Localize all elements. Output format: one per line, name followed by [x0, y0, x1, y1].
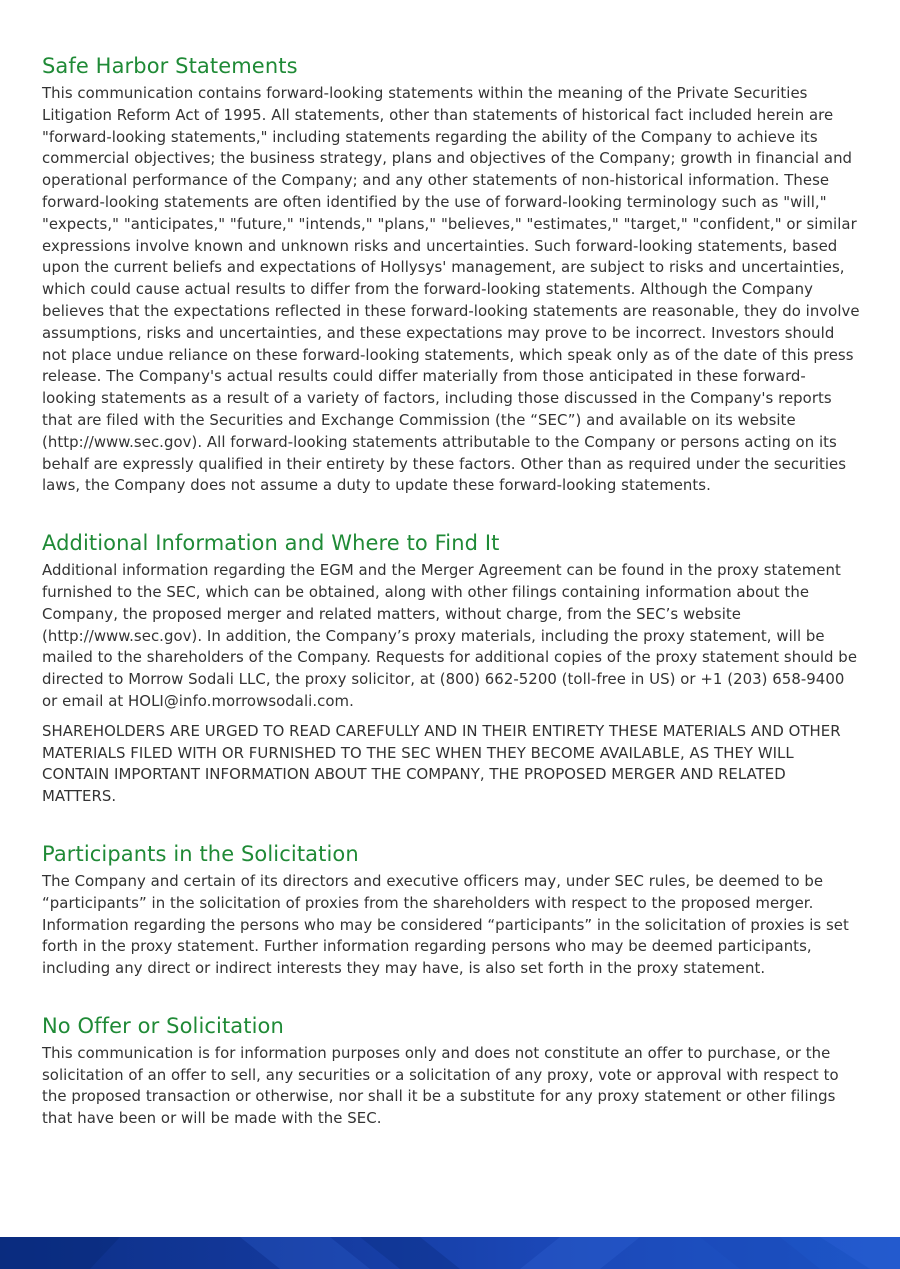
section-heading: Participants in the Solicitation [42, 841, 359, 866]
footer-pattern-graphic [0, 1237, 900, 1269]
section-heading: Safe Harbor Statements [42, 54, 298, 78]
document-body [42, 52, 860, 1130]
section-heading: No Offer or Solicitation [42, 1013, 284, 1038]
section-paragraph: This communication contains forward-looking statements within the meaning of the Private Securities Litigation Reform Act of 1995. All statements, other than statements of historical fact included herein are "forward-looking statements," including statements regarding the ability of the Company to achieve its commercial objectives; the business strategy, plans and objectives of the Company; growth in financial and operational performance of the Company; and any other statements of non-historical information. These forward-looking statements are often identified by the use of forward-looking terminology such as "will," "expects," "anticipates," "future," "intends," "plans," "believes," "estimates," "target," "confident," or similar expressions involve known and unknown risks and uncertainties. Such forward-looking statements, based upon the current beliefs and expectations of Hollysys' management, are subject to risks and uncertainties, which could cause actual results to differ from the forward-looking statements. Although the Company believes that the expectations reflected in these forward-looking statements are reasonable, they do involve assumptions, risks and uncertainties, and these expectations may prove to be incorrect. Investors should not place undue reliance on these forward-looking statements, which speak only as of the date of this press release. The Company's actual results could differ materially from those anticipated in these forward-looking statements as a result of a variety of factors, including those discussed in the Company's reports that are filed with the Securities and Exchange Commission (the “SEC”) and available on its website (http://www.sec.gov). All forward-looking statements attributable to the Company or persons acting on its behalf are expressly qualified in their entirety by these factors. Other than as required under the securities laws, the Company does not assume a duty to update these forward-looking statements. [42, 84, 860, 495]
section-participants [42, 840, 860, 980]
section-paragraph-caps-notice: SHAREHOLDERS ARE URGED TO READ CAREFULLY AND IN THEIR ENTIRETY THESE MATERIALS AND OTHER MATERIALS FILED WITH OR FURNISHED TO THE SEC WHEN THEY BECOME AVAILABLE, AS THEY WILL CONTAIN IMPORTANT INFORMATION ABOUT THE COMPANY, THE PROPOSED MERGER AND RELATED MATTERS. [42, 721, 841, 806]
section-heading: Additional Information and Where to Find It [42, 531, 500, 556]
section-paragraph: Additional information regarding the EGM and the Merger Agreement can be found in the proxy statement furnished to the SEC, which can be obtained, along with other filings containing information about the Company, the proposed merger and related matters, without charge, from the SEC’s website (http://www.sec.gov). In addition, the Company’s proxy materials, including the proxy statement, will be mailed to the shareholders of the Company. Requests for additional copies of the proxy statement should be directed to Morrow Sodali LLC, the proxy solicitor, at (800) 662-5200 (toll-free in US) or +1 (203) 658-9400 or email at HOLI@info.morrowsodali.com. [42, 561, 858, 710]
section-paragraph: The Company and certain of its directors and executive officers may, under SEC rules, be deemed to be “participants” in the solicitation of proxies from the shareholders with respect to the proposed merger. Information regarding the persons who may be considered “participants” in the solicitation of proxies is set forth in the proxy statement. Further information regarding persons who may be deemed participants, including any direct or indirect interests they may have, is also set forth in the proxy statement. [42, 871, 849, 978]
section-no-offer [42, 1012, 860, 1130]
section-additional-information [42, 529, 860, 808]
footer-decorative-band [0, 1237, 900, 1269]
section-safe-harbor [42, 52, 860, 497]
section-paragraph: This communication is for information purposes only and does not constitute an offer to purchase, or the solicitation of an offer to sell, any securities or a solicitation of any proxy, vote or approval with respect to the proposed transaction or otherwise, nor shall it be a substitute for any proxy statement or other filings that have been or will be made with the SEC. [42, 1043, 839, 1128]
